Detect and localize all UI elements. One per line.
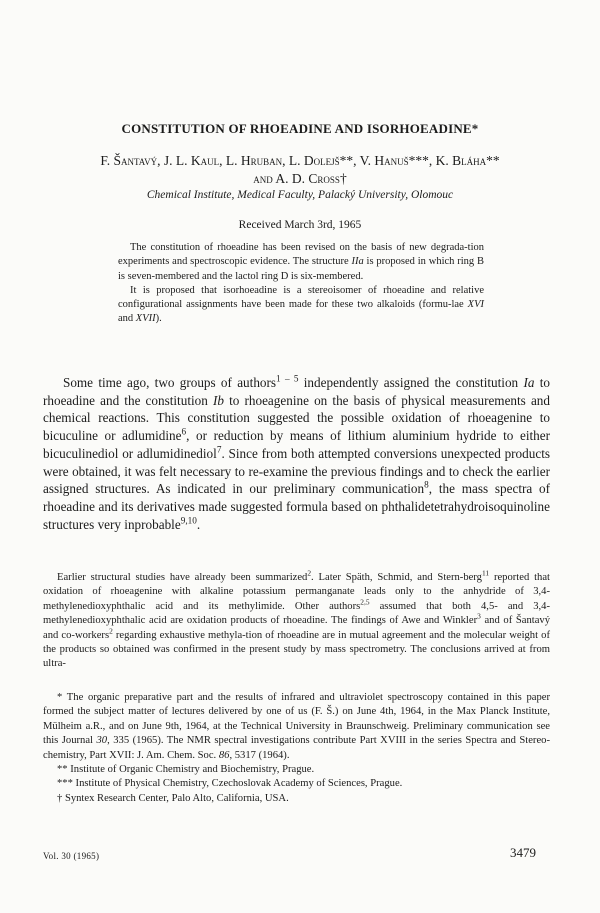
formula-ref: IIa [351,256,364,268]
footnotes [43,691,550,806]
received-date: Received March 3rd, 1965 [238,219,362,231]
paper-title: CONSTITUTION OF RHOEADINE AND ISORHOEADINE* [121,121,479,136]
citation: 2 [307,568,312,578]
authors-line-1: F. Šantavý, J. L. Kaul, L. Hruban, L. Dolejš**, V. Hanuš***, K. Bláha** [100,153,500,168]
citation: 1 – 5 [276,373,299,384]
footnote-1: * The organic preparative part and the results of infrared and ultraviolet spectroscopy contained in this paper formed the subject matter of lectures delivered by one of us (F. Š.) on June 4th, 1964, in the Max Planck Institute, Mülheim a.R., and on June 9th, 1964, at the Technical University in Braunschweig. Preliminary communication see this Journal 30, 335 (1965). The NMR spectral investigations contribute Part XVIII in the series Spectra and Stereo-chemistry, Part XVII: J. Am. Chem. Soc. 86, 5317 (1964). [43,692,550,761]
abstract-paragraph-1: The constitution of rhoeadine has been revised on the basis of new degrada-tion experiments and spectroscopic evidence. The structure IIa is proposed in which ring B is seven-membered and the lactol ring D is six-membered. [118,242,484,282]
history-paragraph: Earlier structural studies have already been summarized$^2$. Later Späth, Schmid, and Stern-berg$^{11}$ reported that oxidation of rhoeagenine with alkaline potassium permanganate leads only to the anhydride of 3,4-methylenedioxyphthalic acid and its methylimide. Other authors$^{2,5}$ assumed that both 4,5- and 3,4-methylenedioxyphthalic acid are oxidation products of rhoeadine. The findings of Awe and Winkler$^3$ and of Šantavý and co-workers$^2$ regarding exhaustive methyla-tion of rhoeadine are in mutual agreement and the molecular weight of the products so obtained was confirmed in the present study by mass spectrometry. The conclusions arrived at from ultra- [43,568,550,670]
citation: 11 [481,568,490,578]
formula-ref: Ia [523,375,535,390]
main-text [43,374,550,533]
small-text [43,568,550,672]
footnote-4: † Syntex Research Center, Palo Alto, California, USA. [57,792,289,804]
affiliation: Chemical Institute, Medical Faculty, Palacký University, Olomouc [146,189,454,201]
formula-ref: XVI [467,299,484,311]
author-list [40,152,560,188]
formula-ref: XVII [135,313,156,325]
authors-line-2: and A. D. Cross† [253,171,347,186]
formula-ref: Ib [212,392,224,408]
citation: 8 [424,479,429,490]
journal-volume: Vol. 30 (1965) [43,851,100,861]
intro-paragraph: Some time ago, two groups of authors$^{1 - 5}$ independently assigned the constitution Ia to rhoeadine and the constitution Ib to rhoeagenine on the basis of physical measurements and chemical reactions. This constitution suggested the possible oxidation of rhoeagenine to bicuculine or adlumidine$^6$, or reduction by means of lithium aluminium hydride to either bicuculinediol or adlumidinediol$^7$. Since from both attempted conversions unexpected products were obtained, it was felt necessary to re-examine the previous findings and to check the earlier assigned structures. As indicated in our preliminary communication$^8$, the mass spectra of rhoeadine and its derivatives made suggested formula based on phthalidetetrahydroisoquinoline structures very inprobable$^{9,10}$. [43,373,551,532]
citation: 2 [109,626,113,636]
citation: 2,5 [360,597,370,607]
footnote-3: *** Institute of Physical Chemistry, Czechoslovak Academy of Sciences, Prague. [57,778,403,790]
page-number: 3479 [510,845,536,860]
abstract-paragraph-2: It is proposed that isorhoeadine is a stereoisomer of rhoeadine and relative configurational assignments have been made for these two alkaloids (formu-lae XVI and XVII). [118,284,484,325]
abstract [118,241,484,327]
footnote-2: ** Institute of Organic Chemistry and Biochemistry, Prague. [57,764,315,776]
citation: 6 [181,426,187,437]
citation: 9,10 [180,515,197,526]
citation: 3 [477,611,481,621]
citation: 7 [216,444,222,455]
